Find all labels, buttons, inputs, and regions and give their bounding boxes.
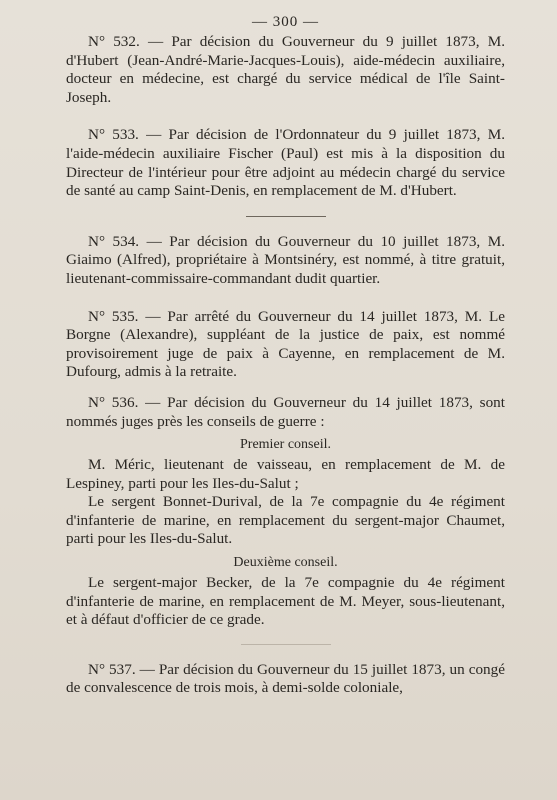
second-council-item: Le sergent-major Becker, de la 7e compagnie du 4e régiment d'infanterie de marine, en remplacement de M. Meyer, sous-lieutenant, et à défaut d'officier de ce grade. <box>66 574 505 629</box>
section-divider <box>241 644 331 645</box>
section-divider <box>246 216 326 217</box>
first-council-item: Le sergent Bonnet-Durival, de la 7e compagnie du 4e régiment d'infanterie de marine, en remplacement du sergent-major Chaumet, parti pour les Iles-du-Salut. <box>66 493 505 548</box>
entry-534: N° 534. — Par décision du Gouverneur du 10 juillet 1873, M. Giaimo (Alfred), propriétaire à Montsinéry, est nommé, à titre gratuit, lieutenant-commissaire-commandant dudit quartier. <box>66 232 505 287</box>
entry-532: N° 532. — Par décision du Gouverneur du 9 juillet 1873, M. d'Hubert (Jean-André-Marie-Jacques-Louis), aide-médecin auxiliaire, docteur en médecine, est chargé du service médical de l'île Saint-Joseph. <box>66 33 505 106</box>
page-number: — 300 — <box>252 14 319 30</box>
first-council-heading: Premier conseil. <box>240 437 331 453</box>
entry-536: N° 536. — Par décision du Gouverneur du 14 juillet 1873, sont nommés juges près les conseils de guerre : <box>66 393 505 430</box>
entry-535: N° 535. — Par arrêté du Gouverneur du 14 juillet 1873, M. Le Borgne (Alexandre), suppléant de la justice de paix, est nommé provisoirement juge de paix à Cayenne, en remplacement de M. Dufourg, admis à la retraite. <box>66 307 505 381</box>
second-council-heading: Deuxième conseil. <box>233 555 338 571</box>
entry-537: N° 537. — Par décision du Gouverneur du 15 juillet 1873, un congé de convalescence de trois mois, à demi-solde coloniale, <box>66 660 505 697</box>
first-council-item: M. Méric, lieutenant de vaisseau, en remplacement de M. de Lespiney, parti pour les Iles-du-Salut ; <box>66 456 505 492</box>
entry-533: N° 533. — Par décision de l'Ordonnateur du 9 juillet 1873, M. l'aide-médecin auxiliaire Fischer (Paul) est mis à la disposition du Directeur de l'intérieur pour être adjoint au médecin chargé du service de santé au camp Saint-Denis, en remplacement de M. d'Hubert. <box>66 126 505 200</box>
